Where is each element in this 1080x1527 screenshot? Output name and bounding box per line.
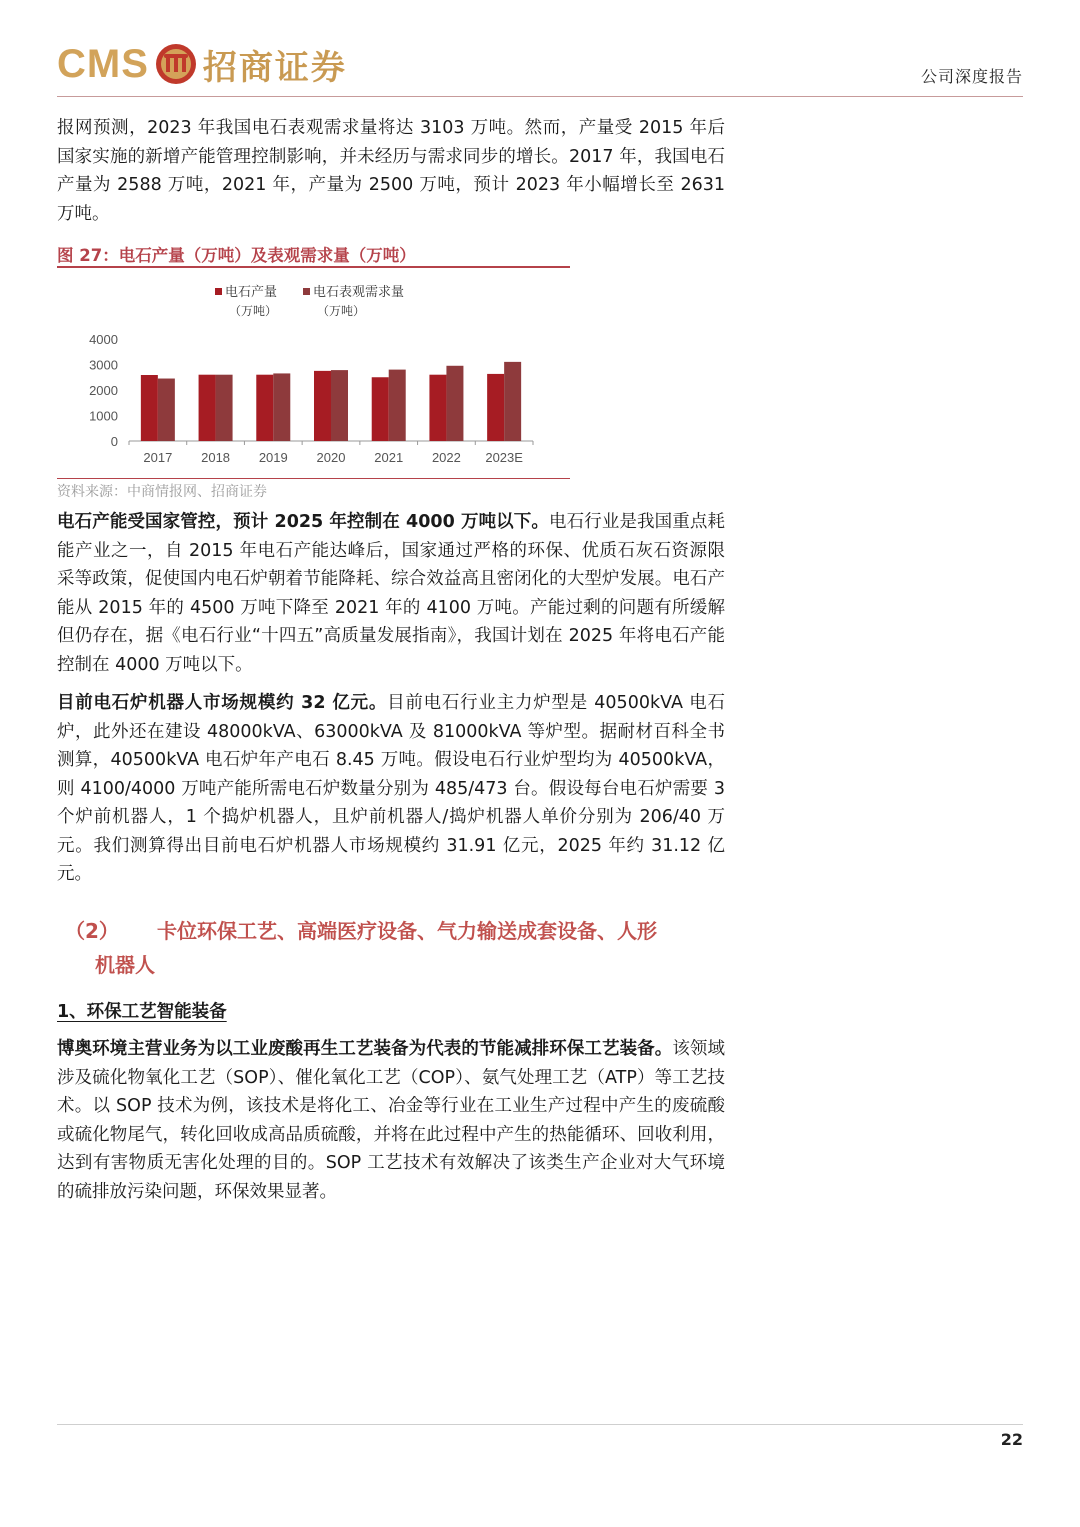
y-tick-label-3: 3000: [89, 357, 118, 373]
section-number: （2）: [65, 919, 119, 943]
bar-1-5: [446, 366, 463, 441]
y-tick-label-0: 0: [110, 434, 118, 449]
paragraph-2-text: [57, 508, 725, 679]
bar-0-4: [372, 377, 389, 441]
x-tick-label-1: 2018: [201, 450, 231, 465]
bar-0-5: [429, 375, 446, 441]
paragraph-1-text: 报网预测，2023 年我国电石表观需求量将达 3103 万吨。然而，产量受 2015 年后国家实施的新增产能管理控制影响，并未经历与需求同步的增长。2017 年，我国电石产量为 2588 万吨，2021 年，产量为 2500 万吨，预计 2023 年小幅增长至 2631 万吨。: [57, 118, 725, 224]
section-title-line-2: 机器人: [95, 953, 155, 977]
legend-label-1: 电石表观需求量: [313, 285, 405, 300]
y-tick-label-1: 1000: [89, 408, 118, 424]
legend-label-0: 电石产量: [225, 285, 278, 300]
page-number: 22: [1000, 1430, 1023, 1449]
footer-divider: [57, 1424, 1023, 1425]
logo-emblem-icon: [155, 43, 197, 85]
paragraph-3-body: 目前电石行业主力炉型是 40500kVA 电石炉，此外还在建设 48000kVA、63000kVA 及 81000kVA 等炉型。据耐材百科全书测算，40500kVA 电石炉年产电石 8.45 万吨。假设电石行业炉型均为 40500kVA，则 4100/4000 万吨产能所需电石炉数量分别为 485/473 台。假设每台电石炉需要 3 个炉前机器人，1 个捣炉机器人，且炉前机器人/捣炉机器人单价分别为 206/40 万元。我们测算得出目前电石炉机器人市场规模约 31.91 亿元，2025 年约 31.12 亿元。: [57, 693, 725, 884]
x-tick-label-3: 2020: [316, 450, 346, 465]
logo-latin-text: CMS: [57, 41, 149, 86]
bar-1-4: [389, 370, 406, 441]
paragraph-4: [57, 1035, 725, 1206]
paragraph-4-text: [57, 1035, 725, 1206]
x-tick-label-4: 2021: [374, 450, 404, 465]
bar-0-3: [314, 371, 331, 441]
paragraph-1: [57, 114, 725, 228]
header-divider: [57, 96, 1023, 97]
paragraph-3-lead: 目前电石炉机器人市场规模约 32 亿元。: [57, 693, 388, 713]
figure-title: 图 27：电石产量（万吨）及表观需求量（万吨）: [57, 246, 416, 265]
cms-logo: [57, 40, 347, 88]
bar-1-3: [331, 370, 348, 441]
bar-0-2: [256, 375, 273, 441]
paragraph-3-text: [57, 689, 725, 889]
bar-1-6: [504, 362, 521, 441]
figure-top-rule: [57, 266, 570, 268]
report-type-label: 公司深度报告: [920, 67, 1023, 86]
x-tick-label-6: 2023E: [485, 450, 523, 465]
bar-chart: [57, 270, 570, 478]
paragraph-4-body: 该领域涉及硫化物氧化工艺（SOP）、催化氧化工艺（COP）、氨气处理工艺（ATP）等工艺技术。以 SOP 技术为例，该技术是将化工、冶金等行业在工业生产过程中产生的废硫酸或硫化物尾气，转化回收成高品质硫酸，并将在此过程中产生的热能循环、回收利用，达到有害物质无害化处理的目的。SOP 工艺技术有效解决了该类生产企业对大气环境的硫排放污染问题，环保效果显著。: [57, 1039, 726, 1202]
y-tick-label-2: 2000: [89, 383, 118, 398]
paragraph-3: [57, 689, 725, 889]
section-title-line-1: 卡位环保工艺、高端医疗设备、气力输送成套设备、人形: [157, 919, 657, 943]
x-tick-label-2: 2019: [258, 450, 288, 465]
section-heading-line-1: [65, 914, 725, 948]
y-tick-label-4: 4000: [89, 332, 118, 347]
paragraph-2-lead: 电石产能受国家管控，预计 2025 年控制在 4000 万吨以下。: [57, 512, 550, 532]
paragraph-2-body: 电石行业是我国重点耗能产业之一，自 2015 年电石产能达峰后，国家通过严格的环保、优质石灰石资源限采等政策，促使国内电石炉朝着节能降耗、综合效益高且密闭化的大型炉发展。电石产能从 2015 年的 4500 万吨下降至 2021 年的 4100 万吨。产能过剩的问题有所缓解但仍存在，据《电石行业“十四五”高质量发展指南》，我国计划在 2025 年将电石产能控制在 4000 万吨以下。: [57, 512, 725, 675]
figure-source: 资料来源：中商情报网、招商证券: [57, 484, 267, 500]
legend-swatch-0: [215, 288, 222, 295]
bar-1-2: [273, 373, 290, 441]
bar-0-1: [199, 375, 216, 441]
legend-unit-1: （万吨）: [317, 304, 366, 318]
page-header: [57, 36, 1023, 96]
figure-bottom-rule: [57, 478, 570, 479]
logo-cn-text: 招商证券: [202, 47, 347, 88]
bar-0-6: [487, 374, 504, 441]
x-tick-label-0: 2017: [143, 450, 173, 465]
legend-swatch-1: [303, 288, 310, 295]
legend-unit-0: （万吨）: [229, 304, 278, 318]
paragraph-2: [57, 508, 725, 679]
x-tick-label-5: 2022: [431, 450, 461, 465]
bar-1-1: [216, 375, 233, 441]
bar-1-0: [158, 379, 175, 441]
subsection-heading: 1、环保工艺智能装备: [57, 1002, 227, 1022]
paragraph-4-lead: 博奥环境主营业务为以工业废酸再生工艺装备为代表的节能减排环保工艺装备。: [57, 1039, 673, 1059]
bar-0-0: [141, 375, 158, 441]
section-heading: [65, 914, 725, 982]
